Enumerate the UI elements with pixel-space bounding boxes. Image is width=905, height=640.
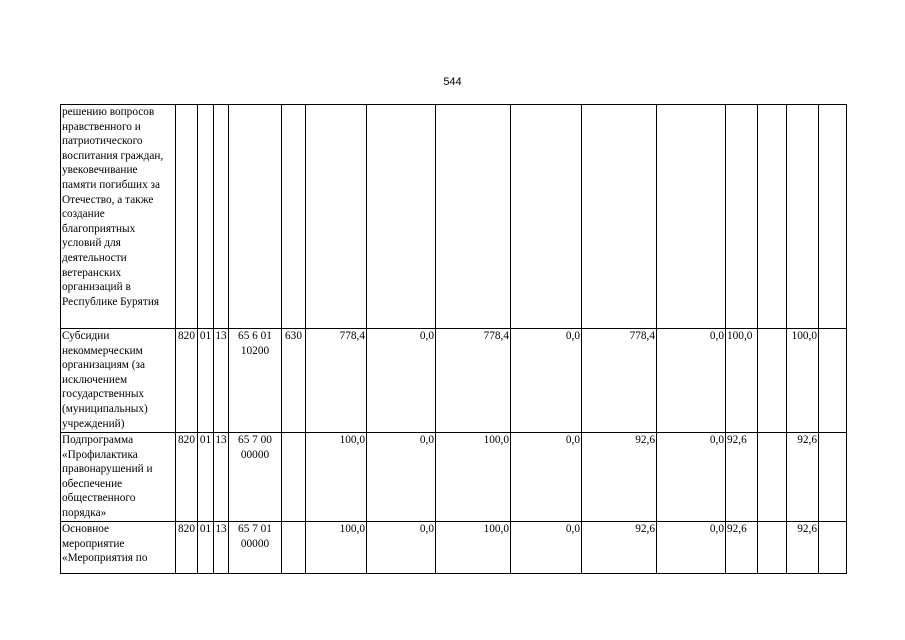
csr-cell: 65 7 00 00000 <box>229 433 282 522</box>
table-row <box>61 329 847 433</box>
value-cell-1 <box>306 105 367 329</box>
value-cell-2 <box>367 105 436 329</box>
ved-cell: 820 <box>176 329 198 433</box>
value-cell-6: 0,0 <box>657 433 726 522</box>
ved-cell <box>176 105 198 329</box>
percent-cell-3: 100,0 <box>787 329 819 433</box>
percent-cell-3: 92,6 <box>787 433 819 522</box>
row-name-cell: Основное мероприятие «Мероприятия по <box>61 522 176 574</box>
percent-cell-1 <box>726 105 758 329</box>
row-name-cell: Подпрограмма «Профилактика правонарушений и обеспечение общественного порядка» <box>61 433 176 522</box>
value-cell-1: 100,0 <box>306 433 367 522</box>
value-cell-5: 92,6 <box>582 522 657 574</box>
value-cell-3: 100,0 <box>436 522 511 574</box>
table-row <box>61 433 847 522</box>
empty-cell <box>819 522 847 574</box>
empty-cell <box>819 433 847 522</box>
value-cell-6: 0,0 <box>657 329 726 433</box>
value-cell-4 <box>511 105 582 329</box>
value-cell-6 <box>657 105 726 329</box>
csr-cell <box>229 105 282 329</box>
percent-cell-2 <box>758 105 787 329</box>
rz-cell: 01 <box>198 329 214 433</box>
ved-cell: 820 <box>176 522 198 574</box>
rz-cell: 01 <box>198 433 214 522</box>
ved-cell: 820 <box>176 433 198 522</box>
empty-cell <box>819 105 847 329</box>
percent-cell-3 <box>787 105 819 329</box>
value-cell-4: 0,0 <box>511 522 582 574</box>
value-cell-3: 100,0 <box>436 433 511 522</box>
vr-cell <box>282 105 306 329</box>
percent-cell-1: 92,6 <box>726 522 758 574</box>
row-name-cell: Субсидии некоммерческим организациям (за исключением государственных (муниципальных) учреждений) <box>61 329 176 433</box>
csr-cell: 65 6 01 10200 <box>229 329 282 433</box>
value-cell-3: 778,4 <box>436 329 511 433</box>
value-cell-1: 100,0 <box>306 522 367 574</box>
percent-cell-2 <box>758 329 787 433</box>
value-cell-3 <box>436 105 511 329</box>
table-row <box>61 105 847 329</box>
value-cell-1: 778,4 <box>306 329 367 433</box>
pr-cell: 13 <box>214 522 229 574</box>
value-cell-5 <box>582 105 657 329</box>
pr-cell <box>214 105 229 329</box>
value-cell-4: 0,0 <box>511 433 582 522</box>
table-row <box>61 522 847 574</box>
percent-cell-1: 92,6 <box>726 433 758 522</box>
percent-cell-3: 92,6 <box>787 522 819 574</box>
percent-cell-1: 100,0 <box>726 329 758 433</box>
vr-cell <box>282 433 306 522</box>
vr-cell: 630 <box>282 329 306 433</box>
value-cell-6: 0,0 <box>657 522 726 574</box>
rz-cell <box>198 105 214 329</box>
row-name-cell: решению вопросов нравственного и патриотического воспитания граждан, увековечивание памяти погибших за Отечество, а также создание благоприятных условий для деятельности ветеранских организаций в Республике Бурятия <box>61 105 176 329</box>
vr-cell <box>282 522 306 574</box>
percent-cell-2 <box>758 522 787 574</box>
empty-cell <box>819 329 847 433</box>
pr-cell: 13 <box>214 433 229 522</box>
value-cell-5: 92,6 <box>582 433 657 522</box>
value-cell-2: 0,0 <box>367 433 436 522</box>
percent-cell-2 <box>758 433 787 522</box>
value-cell-2: 0,0 <box>367 522 436 574</box>
value-cell-4: 0,0 <box>511 329 582 433</box>
csr-cell: 65 7 01 00000 <box>229 522 282 574</box>
value-cell-5: 778,4 <box>582 329 657 433</box>
pr-cell: 13 <box>214 329 229 433</box>
budget-table <box>60 104 847 574</box>
value-cell-2: 0,0 <box>367 329 436 433</box>
page-number: 544 <box>443 76 462 88</box>
rz-cell: 01 <box>198 522 214 574</box>
